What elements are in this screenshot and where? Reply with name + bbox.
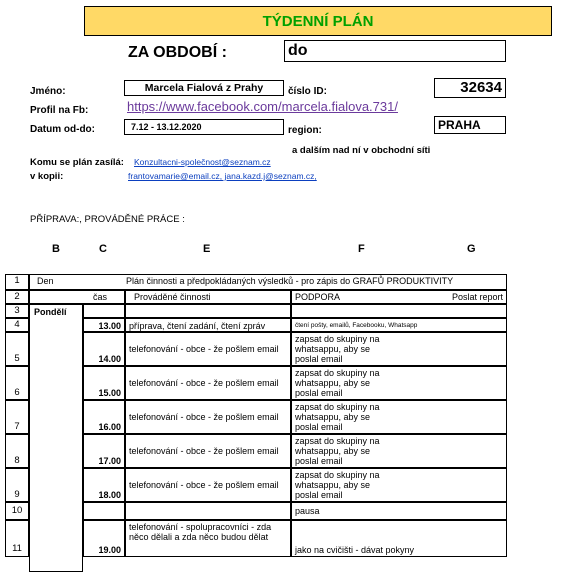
table-cell xyxy=(83,304,125,318)
day-cell-monday: Pondělí xyxy=(29,304,83,572)
support-header xyxy=(291,290,507,304)
table-header-row xyxy=(29,274,507,290)
day-header: Den xyxy=(37,276,54,286)
time-cell: 15.00 xyxy=(83,366,125,400)
support-header-label: PODPORA xyxy=(295,292,341,302)
name-label: Jméno: xyxy=(30,86,66,97)
date-range-label: Datum od-do: xyxy=(30,124,95,135)
row-number: 3 xyxy=(5,304,29,318)
name-field[interactable]: Marcela Fialová z Prahy xyxy=(124,80,284,96)
network-note: a dalším nad ní v obchodní síti xyxy=(292,145,431,156)
send-to-label: Komu se plán zasílá: xyxy=(30,157,124,168)
activity-cell xyxy=(125,502,291,520)
fb-profile-label: Profil na Fb: xyxy=(30,105,89,116)
row-number: 11 xyxy=(5,520,29,557)
preparation-label: PŘÍPRAVA:, PROVÁDĚNÉ PRÁCE : xyxy=(30,214,185,225)
period-to-field[interactable]: do xyxy=(284,40,506,62)
row-number: 10 xyxy=(5,502,29,520)
table-cell xyxy=(29,290,89,304)
support-cell: pausa xyxy=(291,502,507,520)
column-header-g: G xyxy=(467,243,476,255)
support-cell: zapsat do skupiny na whatsappu, aby se poslal email xyxy=(291,332,507,366)
activity-cell: telefonování - obce - že pošlem email xyxy=(125,468,291,502)
table-cell xyxy=(125,304,291,318)
column-header-b: B xyxy=(52,243,60,255)
support-cell: čtení pošty, emailů, Facebooku, Whatsapp xyxy=(291,318,507,332)
row-number: 5 xyxy=(5,332,29,366)
support-cell: zapsat do skupiny na whatsappu, aby se poslal email xyxy=(291,468,507,502)
time-cell: 17.00 xyxy=(83,434,125,468)
id-field[interactable]: 32634 xyxy=(434,78,506,98)
id-label: číslo ID: xyxy=(288,86,327,97)
time-cell: 16.00 xyxy=(83,400,125,434)
column-header-f: F xyxy=(358,243,365,255)
row-number: 9 xyxy=(5,468,29,502)
column-header-e: E xyxy=(203,243,211,255)
time-cell: 18.00 xyxy=(83,468,125,502)
activity-cell: telefonování - obce - že pošlem email xyxy=(125,434,291,468)
plan-title: TÝDENNÍ PLÁN xyxy=(84,6,552,36)
activities-header: Prováděné činnosti xyxy=(125,290,291,304)
column-header-c: C xyxy=(99,243,107,255)
time-cell xyxy=(83,502,125,520)
time-cell: 19.00 xyxy=(83,520,125,557)
support-cell: zapsat do skupiny na whatsappu, aby se poslal email xyxy=(291,400,507,434)
table-cell xyxy=(291,304,507,318)
activity-cell: telefonování - spolupracovníci - zda něco dělali a zda něco budou dělat xyxy=(125,520,291,557)
activity-cell: příprava, čtení zadání, čtení zpráv xyxy=(125,318,291,332)
row-number: 7 xyxy=(5,400,29,434)
fb-profile-link[interactable]: https://www.facebook.com/marcela.fialova.731/ xyxy=(127,99,398,114)
row-number: 4 xyxy=(5,318,29,332)
date-range-field[interactable]: 7.12 - 13.12.2020 xyxy=(124,119,284,135)
activity-cell: telefonování - obce - že pošlem email xyxy=(125,400,291,434)
support-cell: zapsat do skupiny na whatsappu, aby se poslal email xyxy=(291,434,507,468)
row-number: 8 xyxy=(5,434,29,468)
region-field[interactable]: PRAHA xyxy=(434,116,506,134)
cc-emails-link[interactable]: frantovamarie@email.cz, jana.kazd.j@seznam.cz, xyxy=(128,171,317,181)
row-number: 1 xyxy=(5,274,29,290)
cc-label: v kopii: xyxy=(30,171,64,182)
time-cell: 13.00 xyxy=(83,318,125,332)
plan-header: Plán činnosti a předpokládaných výsledků - pro zápis do GRAFŮ PRODUKTIVITY xyxy=(126,276,454,286)
send-to-email-link[interactable]: Konzultacni-společnost@seznam.cz xyxy=(134,157,271,167)
time-cell: 14.00 xyxy=(83,332,125,366)
row-number: 2 xyxy=(5,290,29,304)
region-label: region: xyxy=(288,125,322,136)
support-cell: zapsat do skupiny na whatsappu, aby se poslal email xyxy=(291,366,507,400)
report-header: Poslat report xyxy=(451,292,503,302)
activity-cell: telefonování - obce - že pošlem email xyxy=(125,332,291,366)
row-number: 6 xyxy=(5,366,29,400)
period-label: ZA OBDOBÍ : xyxy=(128,44,227,61)
activity-cell: telefonování - obce - že pošlem email xyxy=(125,366,291,400)
time-header: čas xyxy=(89,290,125,304)
support-cell: jako na cvičišti - dávat pokyny xyxy=(291,520,507,557)
